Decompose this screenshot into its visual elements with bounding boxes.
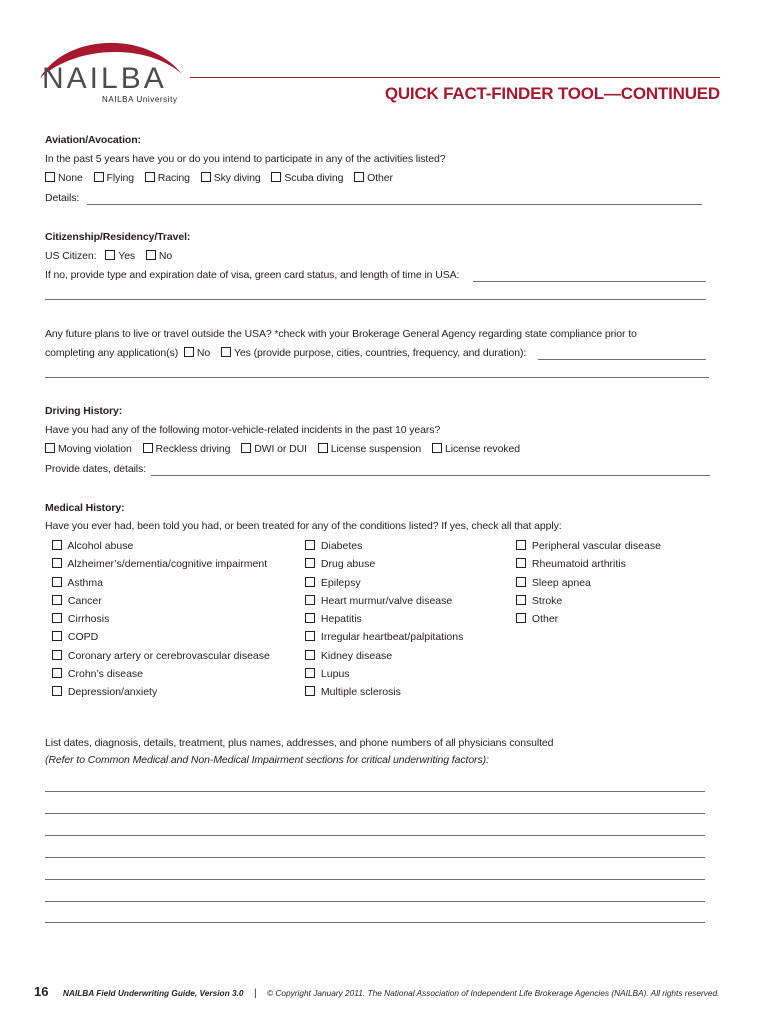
checkbox[interactable]	[145, 172, 155, 182]
driving-options	[45, 443, 528, 456]
medical-answer-line[interactable]	[45, 813, 705, 814]
travel-question-prefix: completing any application(s)	[45, 347, 179, 359]
checkbox[interactable]	[354, 172, 364, 182]
travel-options-row	[45, 347, 534, 360]
us-citizen-no[interactable]: No	[146, 250, 172, 263]
us-citizen-label: US Citizen:	[45, 250, 97, 262]
driving-heading: Driving History:	[45, 405, 123, 417]
checkbox[interactable]	[305, 686, 315, 696]
driving-option[interactable]: Moving violation	[45, 443, 132, 456]
checkbox[interactable]	[516, 595, 526, 605]
condition-item[interactable]: Peripheral vascular disease	[516, 540, 661, 558]
driving-details-line[interactable]	[151, 475, 710, 476]
travel-answer-line-2[interactable]	[45, 377, 709, 378]
driving-question: Have you had any of the following motor-vehicle-related incidents in the past 10 years?	[45, 424, 441, 436]
page-title: QUICK FACT-FINDER TOOL—CONTINUED	[384, 84, 720, 103]
us-citizen-yes[interactable]: Yes	[105, 250, 135, 263]
checkbox[interactable]	[52, 540, 62, 550]
aviation-details-line[interactable]	[87, 204, 702, 205]
nailba-logo-text: NAILBA	[42, 62, 167, 95]
medical-list-note: (Refer to Common Medical and Non-Medical Impairment sections for critical underwriting factors):	[45, 754, 489, 766]
visa-question: If no, provide type and expiration date of visa, green card status, and length of time in USA:	[45, 269, 460, 281]
condition-item[interactable]: Multiple sclerosis	[305, 686, 463, 704]
driving-details-label: Provide dates, details:	[45, 463, 147, 475]
page-footer	[34, 983, 719, 1001]
condition-item[interactable]: Heart murmur/valve disease	[305, 595, 463, 613]
aviation-details-label: Details:	[45, 192, 80, 204]
checkbox[interactable]	[221, 347, 231, 357]
medical-answer-line[interactable]	[45, 791, 705, 792]
checkbox[interactable]	[105, 250, 115, 260]
aviation-option[interactable]: Sky diving	[201, 172, 261, 185]
checkbox[interactable]	[52, 650, 62, 660]
travel-yes[interactable]: Yes (provide purpose, cities, countries, frequency, and duration):	[221, 347, 526, 360]
condition-item[interactable]: Diabetes	[305, 540, 463, 558]
medical-answer-line[interactable]	[45, 901, 705, 902]
aviation-heading: Aviation/Avocation:	[45, 134, 141, 146]
checkbox[interactable]	[184, 347, 194, 357]
condition-item[interactable]: Alzheimer’s/dementia/cognitive impairment	[52, 558, 270, 576]
checkbox[interactable]	[516, 558, 526, 568]
checkbox[interactable]	[146, 250, 156, 260]
travel-answer-line[interactable]	[538, 359, 706, 360]
checkbox[interactable]	[45, 172, 55, 182]
checkbox[interactable]	[305, 631, 315, 641]
checkbox[interactable]	[52, 668, 62, 678]
condition-item[interactable]: COPD	[52, 631, 270, 649]
driving-option[interactable]: DWI or DUI	[241, 443, 307, 456]
checkbox[interactable]	[305, 540, 315, 550]
condition-item[interactable]: Kidney disease	[305, 650, 463, 668]
checkbox[interactable]	[52, 686, 62, 696]
checkbox[interactable]	[52, 613, 62, 623]
condition-item[interactable]: Cirrhosis	[52, 613, 270, 631]
visa-answer-line[interactable]	[473, 281, 706, 282]
medical-answer-line[interactable]	[45, 879, 705, 880]
checkbox[interactable]	[305, 650, 315, 660]
checkbox[interactable]	[241, 443, 251, 453]
condition-item[interactable]: Crohn’s disease	[52, 668, 270, 686]
nailba-logo-subtext: NAILBA University	[102, 95, 178, 104]
medical-answer-line[interactable]	[45, 857, 705, 858]
us-citizen-row	[45, 250, 180, 263]
condition-item[interactable]: Depression/anxiety	[52, 686, 270, 704]
driving-option[interactable]: Reckless driving	[143, 443, 231, 456]
visa-answer-line-2[interactable]	[45, 299, 706, 300]
checkbox[interactable]	[52, 631, 62, 641]
aviation-question: In the past 5 years have you or do you intend to participate in any of the activities listed?	[45, 153, 446, 165]
aviation-option[interactable]: Scuba diving	[271, 172, 343, 185]
driving-option[interactable]: License suspension	[318, 443, 421, 456]
checkbox[interactable]	[52, 558, 62, 568]
medical-answer-line[interactable]	[45, 835, 705, 836]
aviation-option[interactable]: Other	[354, 172, 393, 185]
condition-item[interactable]: Irregular heartbeat/palpitations	[305, 631, 463, 649]
checkbox[interactable]	[305, 595, 315, 605]
checkbox[interactable]	[305, 577, 315, 587]
checkbox[interactable]	[52, 577, 62, 587]
condition-item[interactable]: Sleep apnea	[516, 577, 661, 595]
condition-item[interactable]: Rheumatoid arthritis	[516, 558, 661, 576]
medical-answer-line[interactable]	[45, 922, 705, 923]
condition-item[interactable]: Other	[516, 613, 661, 631]
checkbox[interactable]	[271, 172, 281, 182]
checkbox[interactable]	[94, 172, 104, 182]
condition-item[interactable]: Stroke	[516, 595, 661, 613]
checkbox[interactable]	[201, 172, 211, 182]
condition-item[interactable]: Epilepsy	[305, 577, 463, 595]
footer-guide: NAILBA Field Underwriting Guide, Version 3.0	[62, 988, 244, 998]
medical-heading: Medical History:	[45, 502, 125, 514]
driving-option[interactable]: License revoked	[432, 443, 520, 456]
condition-item[interactable]: Asthma	[52, 577, 270, 595]
checkbox[interactable]	[318, 443, 328, 453]
aviation-option[interactable]: Racing	[145, 172, 190, 185]
checkbox[interactable]	[305, 613, 315, 623]
travel-no[interactable]: No	[184, 347, 210, 360]
travel-question: Any future plans to live or travel outside the USA? *check with your Brokerage General Agency regarding state compliance prior to	[45, 328, 637, 340]
footer-separator: |	[253, 988, 257, 999]
checkbox[interactable]	[45, 443, 55, 453]
condition-item[interactable]: Cancer	[52, 595, 270, 613]
medical-list-instruction: List dates, diagnosis, details, treatment, plus names, addresses, and phone numbers of all physicians consulted	[45, 737, 554, 749]
aviation-options	[45, 172, 401, 185]
checkbox[interactable]	[516, 540, 526, 550]
checkbox[interactable]	[305, 558, 315, 568]
medical-column-2	[305, 540, 463, 705]
checkbox[interactable]	[516, 613, 526, 623]
condition-item[interactable]: Hepatitis	[305, 613, 463, 631]
checkbox[interactable]	[305, 668, 315, 678]
header-rule	[190, 77, 720, 78]
condition-item[interactable]: Alcohol abuse	[52, 540, 270, 558]
aviation-option[interactable]: None	[45, 172, 83, 185]
condition-item[interactable]: Drug abuse	[305, 558, 463, 576]
medical-column-1	[52, 540, 270, 705]
condition-item[interactable]: Lupus	[305, 668, 463, 686]
checkbox[interactable]	[52, 595, 62, 605]
medical-question: Have you ever had, been told you had, or been treated for any of the conditions listed? If yes, check all that apply:	[45, 520, 562, 532]
checkbox[interactable]	[143, 443, 153, 453]
citizenship-heading: Citizenship/Residency/Travel:	[45, 231, 191, 243]
aviation-option[interactable]: Flying	[94, 172, 134, 185]
checkbox[interactable]	[516, 577, 526, 587]
medical-column-3	[516, 540, 661, 631]
footer-copyright: © Copyright January 2011. The National Association of Independent Life Brokerage Agencies (NAILBA). All rights reserved.	[267, 988, 720, 998]
condition-item[interactable]: Coronary artery or cerebrovascular disease	[52, 650, 270, 668]
page-number: 16	[34, 984, 49, 999]
checkbox[interactable]	[432, 443, 442, 453]
